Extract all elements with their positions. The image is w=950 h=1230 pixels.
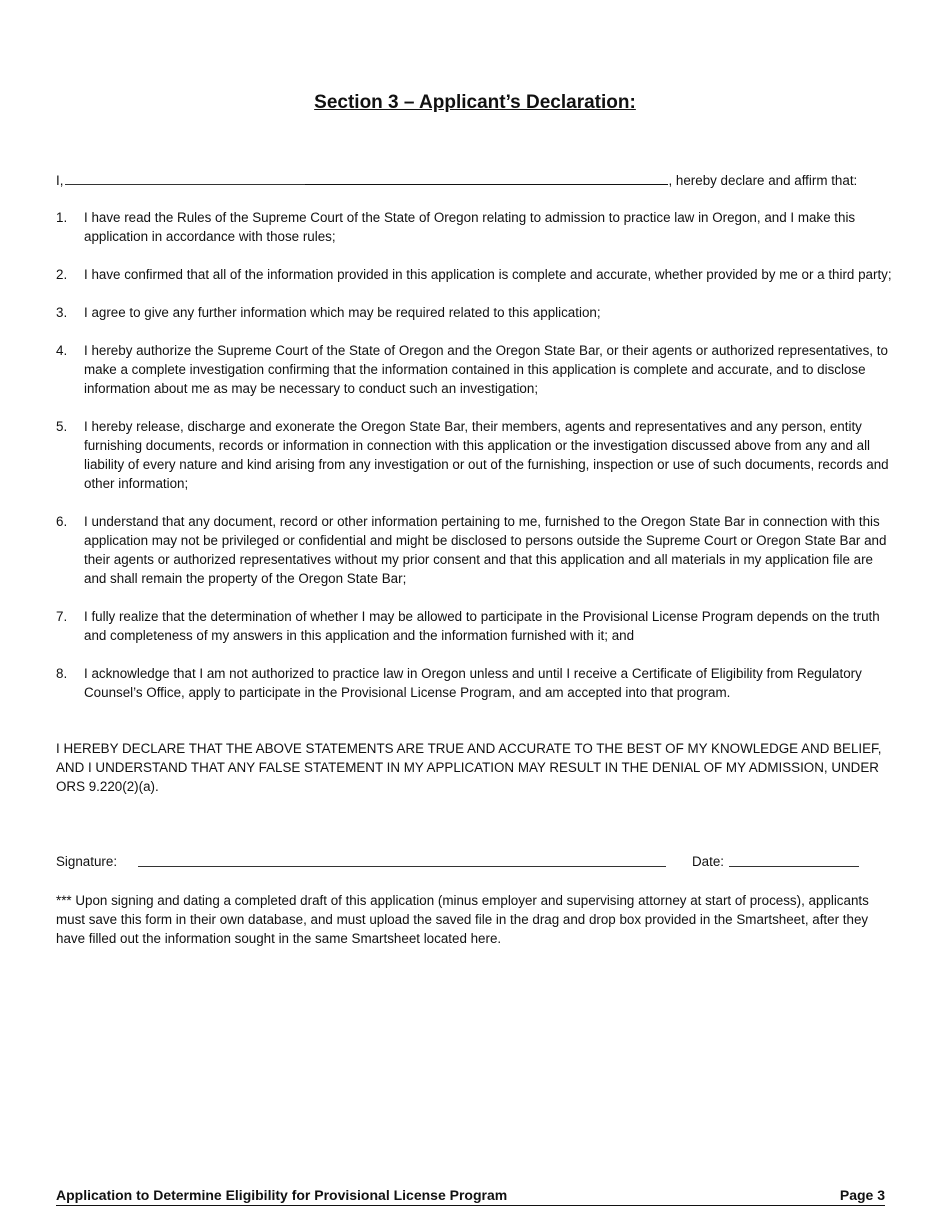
item-number: 6.	[56, 514, 68, 529]
item-number: 3.	[56, 305, 68, 320]
list-item	[56, 341, 892, 398]
name-prefix: I,	[56, 173, 64, 188]
signature-row	[56, 853, 892, 870]
page-number: Page 3	[839, 1187, 885, 1203]
date-field[interactable]	[729, 853, 859, 867]
date-label: Date:	[692, 854, 725, 869]
item-number: 7.	[56, 609, 68, 624]
applicant-name-field[interactable]	[65, 173, 305, 185]
item-text: I understand that any document, record or other information pertaining to me, furnished to the Oregon State Bar in connection with this application may not be privileged or confidential and might be disclosed to persons outside the Supreme Court or Oregon State Bar and their agents or authorized representatives without my prior consent and that this application and all materials in my application file are and shall remain the property of the Oregon State Bar;	[84, 514, 887, 586]
item-number: 5.	[56, 419, 68, 434]
declaration-list	[56, 208, 892, 721]
list-item	[56, 664, 892, 702]
item-text: I have confirmed that all of the information provided in this application is complete and accurate, whether provided by me or a third party;	[84, 267, 892, 282]
declaration-statement: I HEREBY DECLARE THAT THE ABOVE STATEMENTS ARE TRUE AND ACCURATE TO THE BEST OF MY KNOWLEDGE AND BELIEF, AND I UNDERSTAND THAT ANY FALSE STATEMENT IN MY APPLICATION MAY RESULT IN THE DENIAL OF MY ADMISSION, UNDER ORS 9.220(2)(a).	[56, 741, 882, 794]
footer-title: Application to Determine Eligibility for Provisional License Program	[56, 1187, 508, 1203]
list-item	[56, 512, 892, 588]
list-item	[56, 417, 892, 493]
page-footer	[56, 1187, 885, 1206]
page-title: Section 3 – Applicant’s Declaration:	[314, 92, 636, 113]
item-number: 8.	[56, 666, 68, 681]
item-number: 1.	[56, 210, 68, 225]
applicant-name-field-continued[interactable]	[305, 173, 668, 185]
applicant-name-line	[56, 172, 886, 189]
item-text: I have read the Rules of the Supreme Court of the State of Oregon relating to admission to practice law in Oregon, and I make this application in accordance with those rules;	[84, 210, 856, 244]
list-item	[56, 265, 892, 284]
signature-field[interactable]	[138, 853, 666, 867]
signature-label: Signature:	[56, 854, 118, 869]
name-suffix: , hereby declare and affirm that:	[668, 173, 858, 188]
item-number: 4.	[56, 343, 68, 358]
item-text: I acknowledge that I am not authorized to practice law in Oregon unless and until I receive a Certificate of Eligibility from Regulatory Counsel’s Office, apply to participate in the Provisional License Program, and am accepted into that program.	[84, 666, 862, 700]
item-text: I hereby release, discharge and exonerate the Oregon State Bar, their members, agents and representatives and any person, entity furnishing documents, records or information in connection with this application or the investigation discussed above from any and all liability of every nature and kind arising from any investigation or out of the furnishing, inspection or use of such documents, records and other information;	[84, 419, 889, 491]
list-item	[56, 607, 892, 645]
submission-note: *** Upon signing and dating a completed draft of this application (minus employer and supervising attorney at start of process), applicants must save this form in their own database, and must upload the saved file in the drag and drop box provided in the Smartsheet, after they have filled out the information sought in the same Smartsheet located here.	[56, 893, 869, 946]
item-number: 2.	[56, 267, 68, 282]
item-text: I agree to give any further information which may be required related to this application;	[84, 305, 601, 320]
item-text: I fully realize that the determination of whether I may be allowed to participate in the Provisional License Program depends on the truth and completeness of my answers in this application and the information furnished with it; and	[84, 609, 880, 643]
list-item	[56, 208, 892, 246]
item-text: I hereby authorize the Supreme Court of the State of Oregon and the Oregon State Bar, or their agents or authorized representatives, to make a complete investigation confirming that the information contained in this application is complete and accurate, and to disclose information about me as may be necessary to conduct such an investigation;	[84, 343, 888, 396]
list-item	[56, 303, 892, 322]
